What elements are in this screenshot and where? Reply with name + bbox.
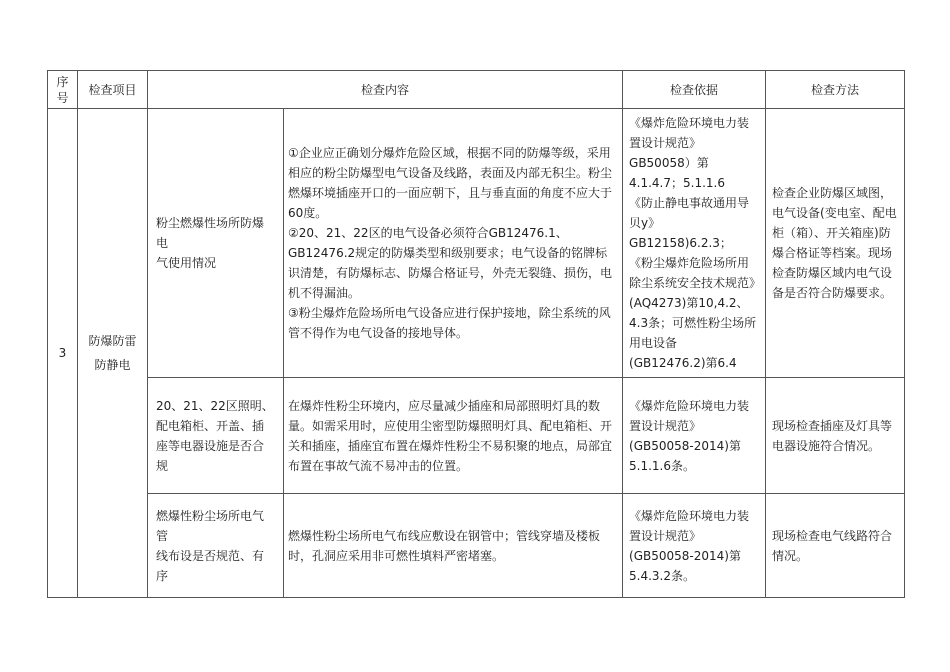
content-2: 在爆炸性粉尘环境内，应尽量减少插座和局部照明灯具的数量。如需采用时，应使用尘密型防爆照明灯具、配电箱柜、开关和插座，插座宜布置在爆炸性粉尘不易积聚的地点，局部宜布置在事故气流不易冲击的位置。 xyxy=(284,378,623,494)
sub-item-3: 燃爆性粉尘场所电气管 线布设是否规范、有序 xyxy=(148,494,284,598)
table-row xyxy=(48,378,905,494)
sub-item-1: 粉尘燃爆性场所防爆电 气使用情况 xyxy=(148,109,284,378)
method-2: 现场检查插座及灯具等电器设施符合情况。 xyxy=(766,378,905,494)
group-item: 防爆防雷 防静电 xyxy=(78,109,148,598)
method-3: 现场检查电气线路符合情况。 xyxy=(766,494,905,598)
basis-2: 《爆炸危险环境电力装置设计规范》(GB50058-2014)第5.1.1.6条。 xyxy=(623,378,766,494)
header-no: 序 号 xyxy=(48,71,78,109)
header-item: 检查项目 xyxy=(78,71,148,109)
inspection-table xyxy=(47,70,905,598)
sub-item-2: 20、21、22区照明、配电箱柜、开盖、插座等电器设施是否合规 xyxy=(148,378,284,494)
table-row xyxy=(48,494,905,598)
basis-3: 《爆炸危险环境电力装置设计规范》 (GB50058-2014)第5.4.3.2条。 xyxy=(623,494,766,598)
header-method: 检查方法 xyxy=(766,71,905,109)
group-number: 3 xyxy=(48,109,78,598)
content-1: ①企业应正确划分爆炸危险区域，根据不同的防爆等级，采用相应的粉尘防爆型电气设备及线路，表面及内部无积尘。粉尘燃爆环境插座开口的一面应朝下，且与垂直面的角度不应大于60度。 ②20、21、22区的电气设备必须符合GB12476.1、GB12476.2规定的防爆类型和级别要求；电气设备的铭牌标识清楚，有防爆标志、防爆合格证号，外壳无裂缝、损伤，电机不得漏油。 ③粉尘爆炸危险场所电气设备应进行保护接地，除尘系统的风管不得作为电气设备的接地导体。 xyxy=(284,109,623,378)
basis-1: 《爆炸危险环境电力装置设计规范》GB50058）第4.1.4.7；5.1.1.6 《防止静电事故通用导贝y》GB12158)6.2.3； 《粉尘爆炸危险场所用除尘系统安全技术规范》(AQ4273)第10,4.2、4.3条；可燃性粉尘场所用电设备 (GB12476.2)第6.4 xyxy=(623,109,766,378)
table-row xyxy=(48,109,905,378)
header-row xyxy=(48,71,905,109)
header-basis: 检查依据 xyxy=(623,71,766,109)
header-content: 检查内容 xyxy=(148,71,623,109)
content-3: 燃爆性粉尘场所电气布线应敷设在钢管中；管线穿墙及楼板时，孔洞应采用非可燃性填料严密堵塞。 xyxy=(284,494,623,598)
method-1: 检查企业防爆区域图，电气设备(变电室、配电柜（箱）、开关箱座)防爆合格证等档案。现场检查防爆区域内电气设备是否符合防爆要求。 xyxy=(766,109,905,378)
